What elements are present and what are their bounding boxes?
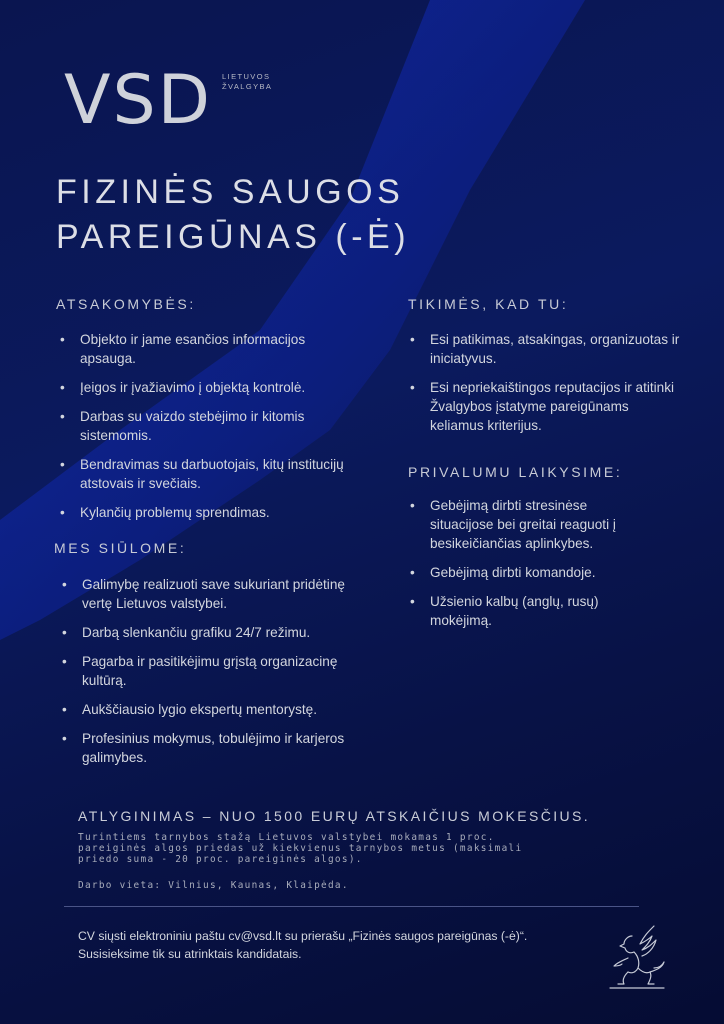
list-item: • Objekto ir jame esančios informacijos apsauga. [60,330,350,368]
list-item: • Pagarba ir pasitikėjimu grįstą organizacinę kultūrą. [62,652,362,690]
list-item: • Esi patikimas, atsakingas, organizuotas ir iniciatyvus. [410,330,680,368]
page-title: FIZINĖS SAUGOS PAREIGŪNAS (-Ė) [56,173,411,256]
cv-line: CV siųsti elektroniniu paštu cv@vsd.lt su prierašu „Fizinės saugos pareigūnas (-ė)“. [78,929,528,943]
list-item: • Esi nepriekaištingos reputacijos ir atitinki Žvalgybos įstatyme pareigūnams keliamus kriterijus. [410,378,680,435]
offer-list [62,575,362,767]
griffin-emblem-icon [604,922,670,992]
expectations-list [410,330,680,435]
list-item: • Aukščiausio lygio ekspertų mentorystę. [62,700,362,719]
salary-note: Turintiems tarnybos stažą Lietuvos valstybei mokamas 1 proc. pareiginės algos priedas už kiekvienus tarnybos metus (maksimali priedo suma - 20 proc. pareiginės algos). [78,832,523,865]
responsibilities-heading: ATSAKOMYBĖS: [56,296,196,312]
cv-instructions [78,927,598,963]
list-item: • Galimybę realizuoti save sukuriant pridėtinę vertę Lietuvos valstybei. [62,575,362,613]
salary-heading: ATLYGINIMAS – NUO 1500 EURŲ ATSKAIČIUS MOKESČIUS. [78,808,591,824]
list-item: • Profesinius mokymus, tobulėjimo ir karjeros galimybes. [62,729,362,767]
list-item: • Įeigos ir įvažiavimo į objektą kontrolė. [60,378,350,397]
workplace-text: Darbo vieta: Vilnius, Kaunas, Klaipėda. [78,880,349,891]
cv-line: Susisieksime tik su atrinktais kandidatais. [78,947,302,961]
list-item: • Darbas su vaizdo stebėjimo ir kitomis sistemomis. [60,407,350,445]
list-item: • Gebėjimą dirbti komandoje. [410,563,650,582]
list-item: • Darbą slenkančiu grafiku 24/7 režimu. [62,623,362,642]
expectations-heading: TIKIMĖS, KAD TU: [408,296,569,312]
list-item: • Užsienio kalbų (anglų, rusų) mokėjimą. [410,592,650,630]
logo-subtitle: LIETUVOS ŽVALGYBA [222,72,273,91]
offer-heading: MES SIŪLOME: [54,540,187,556]
vsd-logo [64,61,273,140]
advantages-heading: PRIVALUMU LAIKYSIME: [408,464,623,480]
responsibilities-list [60,330,350,522]
logo-wordmark: VSD [64,61,213,140]
list-item: • Gebėjimą dirbti stresinėse situacijose bei greitai reaguoti į besikeičiančias aplinkybes. [410,496,650,553]
divider [64,906,639,907]
advantages-list [410,496,650,630]
list-item: • Bendravimas su darbuotojais, kitų institucijų atstovais ir svečiais. [60,455,350,493]
list-item: • Kylančių problemų sprendimas. [60,503,350,522]
